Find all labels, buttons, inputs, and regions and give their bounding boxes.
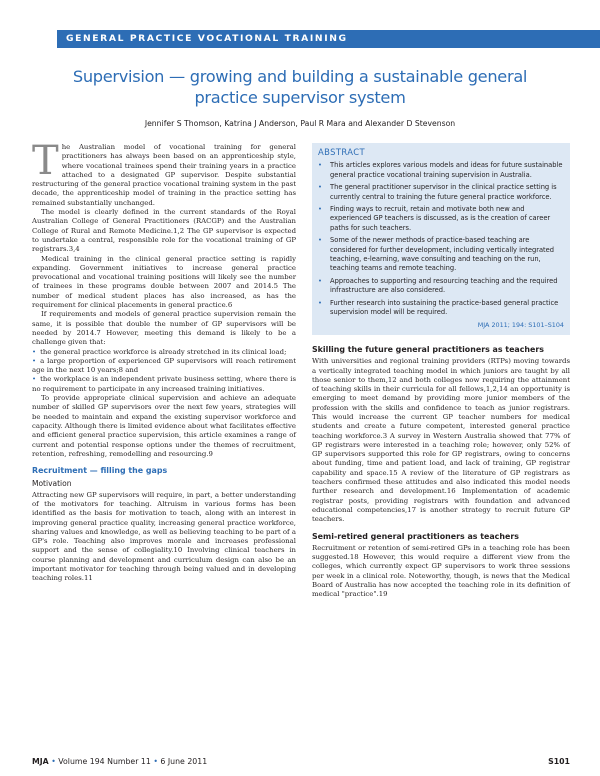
left-column — [32, 138, 296, 584]
abstract-item: • Approaches to supporting and resourcing teaching and the required infrastructure are also considered. — [318, 276, 558, 295]
bullet-icon: • — [318, 298, 322, 307]
abstract-item: • Finding ways to recruit, retain and motivate both new and experienced GP teachers is discussed, as is the creation of career paths for such teachers. — [318, 205, 551, 232]
bullet-item: • the general practice workforce is already stretched in its clinical load; — [32, 347, 287, 356]
right-column — [312, 143, 570, 600]
abstract-item: • The general practitioner supervisor in the clinical practice setting is currently central to training the future general practice workforce. — [318, 183, 557, 201]
article-authors: Jennifer S Thomson, Katrina J Anderson, Paul R Mara and Alexander D Stevenson — [144, 119, 456, 128]
subsection-heading: Motivation — [32, 479, 72, 489]
footer-separator: • — [51, 757, 56, 766]
paragraph: Attracting new GP supervisors will require, in part, a better understanding of the motivators for teaching. Altruism in various forms has been identified as the basis for motivation to teach, along with an interest in improving general practice quality, increasing general practice workforce, sharing values and knowledge, as well as believing teaching to be part of a GP's role. Teaching also improves morale and increases professional support and the sense of collegiality.10 Involving clinical teachers in course planning and development and curriculum design can also be an important motivator for teaching through being valued and in developing teaching roles.11 — [32, 490, 296, 583]
bullet-icon: • — [318, 205, 322, 214]
bullet-icon: • — [32, 356, 37, 365]
abstract-item: • This articles explores various models and ideas for future sustainable general practice vocational training supervision in Australia. — [318, 161, 563, 179]
section-heading: Skilling the future general practitioners as teachers — [312, 344, 544, 354]
article-title: Supervision — growing and building a sustainable general practice supervisor system — [72, 67, 528, 107]
journal-name: MJA — [32, 757, 49, 766]
abstract-item: • Some of the newer methods of practice-based teaching are considered for further development, including vertically integrated teaching, e-learning, wave consulting and teaching on the run, teaching teams and remote teaching. — [318, 236, 555, 273]
abstract-citation: MJA 2011; 194: S101–S104 — [477, 320, 564, 329]
bullet-icon: • — [318, 236, 322, 245]
bullet-item: • a large proportion of experienced GP supervisors will reach retirement age in the next 10 years;8 and — [32, 356, 296, 375]
page-footer — [32, 757, 570, 766]
bullet-icon: • — [32, 375, 37, 384]
bullet-item: • the workplace is an independent private business setting, where there is no requirement to participate in any increased training initiatives. — [32, 375, 296, 393]
paragraph: With universities and regional training providers (RTPs) moving towards a vertically integrated teaching model in which juniors are taught by all those senior to them,12 and both colleges now requiring the attainment of teaching skills in their curricula for all fellows,1,2,14 an opportunity is emerging to meet demand by providing more junior members of the profession with the skills and confidence to teach as junior registrars. This would increase the current GP teacher numbers for medical students and create a future competent, interested general practice teaching workforce.3 A survey in Western Australia showed that 77% of GP registrars were interested in a teaching role; however, only 52% of GP supervisors supported this role for GP registrars, owing to concerns about funding, time and patient load, and lack of training, GP registrar capability and space.15 A review of the literature of GP registrars as teachers confirmed these attitudes and also indicated this model needs further research and development.16 Implementation of academic registrar posts, providing registrars with foundation and advanced educational competencies,17 is another strategy to recruit future GP teachers. — [312, 357, 570, 524]
journal-date: 6 June 2011 — [160, 757, 208, 766]
abstract-heading: ABSTRACT — [318, 147, 365, 157]
drop-cap: T — [32, 138, 59, 184]
footer-separator: • — [153, 757, 158, 766]
bullet-icon: • — [318, 161, 322, 170]
paragraph: To provide appropriate clinical supervision and achieve an adequate number of skilled GP supervisors over the next few years, strategies will be needed to maintain and expand the existing supervisor workforce and capacity. Although there is limited evidence about what facilitates effective and efficient general practice supervision, this article examines a range of current and potential response options under the themes of recruitment, retention, refreshing, remodelling and resourcing.9 — [32, 394, 296, 458]
section-heading: Semi-retired general practitioners as teachers — [312, 531, 519, 541]
bullet-icon: • — [318, 276, 322, 285]
bullet-icon: • — [318, 183, 322, 192]
journal-volume: Volume 194 Number 11 — [58, 757, 151, 766]
paragraph: Recruitment or retention of semi-retired GPs in a teaching role has been suggested.18 However, this would require a different view from the colleges, which currently expect GP supervisors to work three sessions per week in a clinical role. Noteworthy, though, is news that the Medical Board of Australia has now accepted the teaching role in its definition of medical "practice".19 — [312, 543, 570, 599]
paragraph: he Australian model of vocational training for general practitioners has always been based on an apprenticeship style, where vocational trainees spend their training years in a practice attached to a designated GP supervisor. Despite substantial restructuring of the general practice vocational training system in the past decade, the apprenticeship model of training in the practice setting has remained substantially unchanged. — [32, 143, 296, 207]
paragraph: If requirements and models of general practice supervision remain the same, it is possible that double the number of GP supervisors will be needed by 2014.7 However, meeting this demand is likely to be a challenge given that: — [32, 310, 296, 347]
section-banner-label: GENERAL PRACTICE VOCATIONAL TRAINING — [66, 33, 348, 44]
bullet-icon: • — [32, 347, 37, 356]
paragraph: Medical training in the clinical general practice setting is rapidly expanding. Government initiatives to increase general practice prevocational and vocational training positions will likely see the number of trainees in these programs double between 2007 and 2014.5 The number of medical student places has also increased, as has the requirement for clinical placements in general practice.6 — [32, 254, 296, 310]
abstract-box — [312, 143, 570, 335]
page-number: S101 — [548, 757, 570, 766]
section-banner — [57, 30, 600, 48]
abstract-item: • Further research into sustaining the practice-based general practice supervision model will be required. — [318, 298, 559, 317]
paragraph: The model is clearly defined in the current standards of the Royal Australian College of General Practitioners (RACGP) and the Australian College of Rural and Remote Medicine.1,2 The GP supervisor is expected to undertake a central, responsible role for the vocational training of GP registrars.3,4 — [32, 208, 296, 254]
section-heading: Recruitment — filling the gaps — [32, 466, 168, 476]
